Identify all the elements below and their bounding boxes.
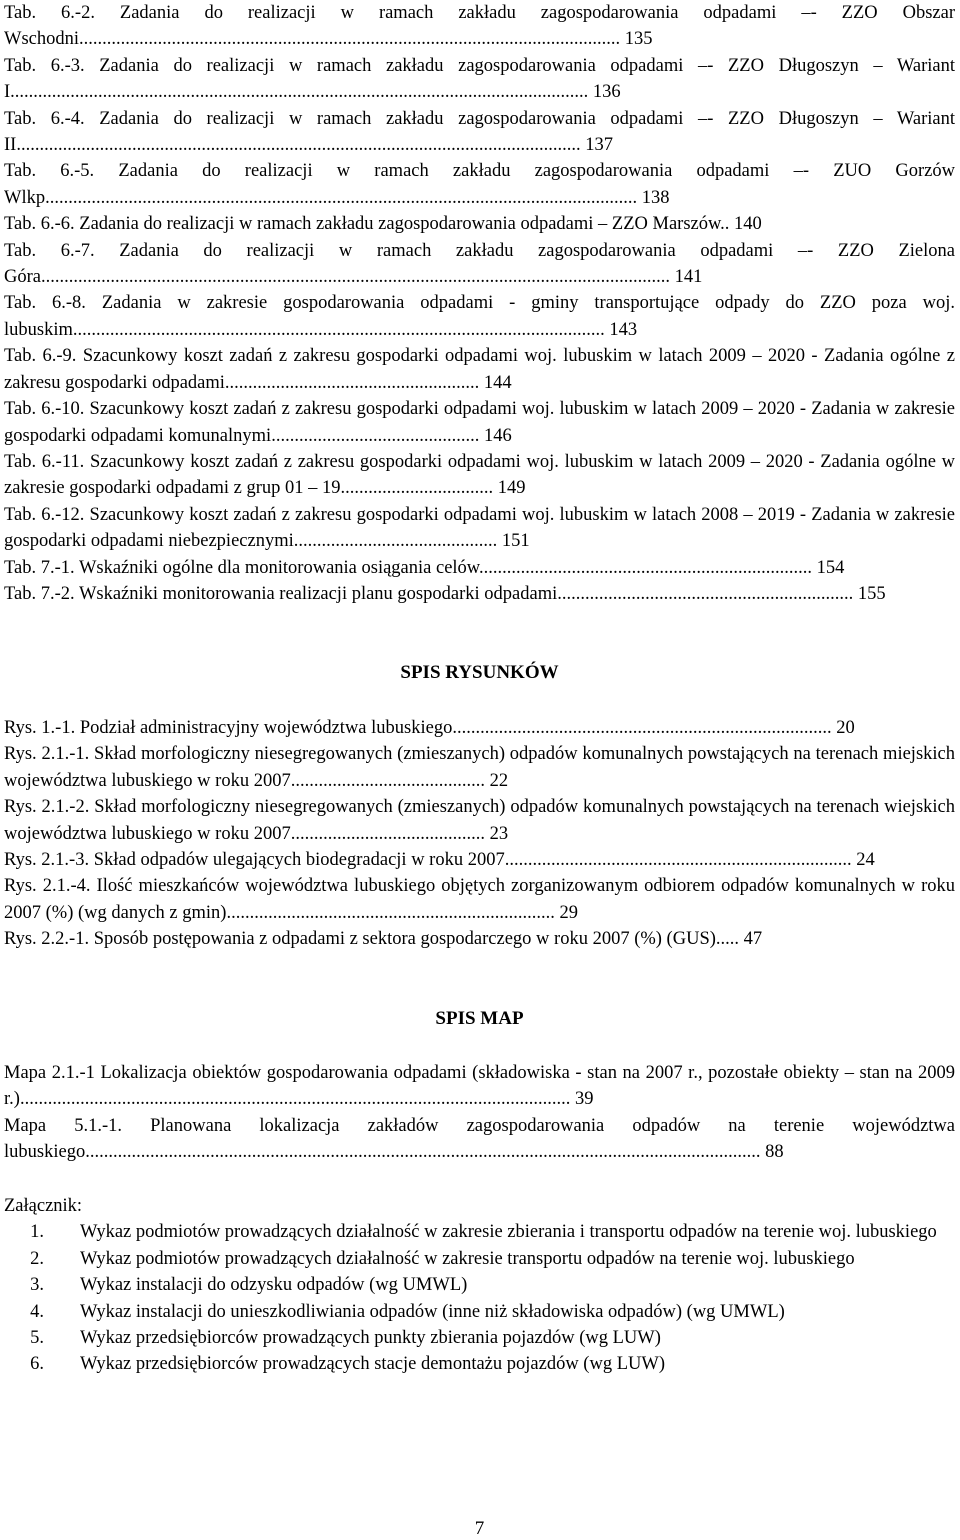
toc-entry-label: Rys. 2.1.-4. [4, 876, 91, 897]
attachment-number: 2. [30, 1248, 44, 1269]
toc-entry[interactable] [4, 581, 955, 607]
attachment-number: 4. [30, 1301, 44, 1322]
attachment-text: Wykaz instalacji do unieszkodliwiania odpadów (inne niż składowiska odpadów) (wg UMWL) [80, 1301, 785, 1322]
attachment-item [4, 1325, 955, 1351]
toc-entry[interactable] [4, 53, 955, 106]
toc-entry-leader: .......................................................................................................................... [16, 135, 581, 156]
toc-entry-label: Tab. 7.-1. [4, 557, 75, 578]
attachment-item [4, 1351, 955, 1377]
toc-entry-page: 143 [609, 319, 638, 340]
toc-entry-page: 22 [489, 770, 509, 791]
toc-entry-page: 138 [641, 187, 670, 208]
toc-entry-title: Zadania do realizacji w ramach zakładu zagospodarowania odpadami –- ZUO Gorzów Wlkp. [4, 161, 955, 208]
page-number: 7 [474, 1518, 485, 1539]
toc-entry[interactable] [4, 396, 955, 449]
toc-entry-label: Tab. 6.-12. [4, 504, 85, 525]
toc-entry-title: Szacunkowy koszt zadań z zakresu gospodarki odpadami woj. lubuskim w latach 2009 – 2020 - Zadania ogólne w zakresie gospodarki odpadami z grup 01 – 19 [4, 451, 955, 499]
toc-entry-leader: ........................................................................................................................................ [40, 267, 670, 288]
toc-entry-leader: ................................................................................................................... [72, 319, 605, 340]
toc-entry-leader: .................................................................................. [452, 718, 832, 738]
toc-entry[interactable] [4, 847, 955, 873]
toc-entry-leader: ............................................ [293, 531, 498, 552]
toc-entry-page: 24 [856, 850, 875, 871]
toc-entry-title: Zadania do realizacji w ramach zakładu zagospodarowania odpadami –- ZZO Zielona Góra [4, 240, 955, 288]
toc-entry-label: Tab. 6.-5. [4, 161, 95, 182]
maps-heading: SPIS MAP [435, 1008, 524, 1029]
attachment-number: 5. [30, 1328, 44, 1349]
toc-entry-leader: ........................................................................... [504, 850, 852, 871]
toc-entry-title: Szacunkowy koszt zadań z zakresu gospodarki odpadami woj. lubuskim w latach 2009 – 2020 - Zadania ogólne z zakresu gospodarki odpadami [4, 346, 956, 393]
toc-entry-page: 29 [559, 902, 578, 923]
toc-entry-title: Szacunkowy koszt zadań z zakresu gospodarki odpadami woj. lubuskim w latach 2008 – 2019 - Zadania w zakresie gospodarki odpadami niebezpiecznymi [4, 504, 956, 552]
toc-entry-title: Szacunkowy koszt zadań z zakresu gospodarki odpadami woj. lubuskim w latach 2009 – 2020 - Zadania w zakresie gospodarki odpadami komunalnymi [4, 399, 956, 446]
toc-entry-title: Ilość mieszkańców województwa lubuskiego objętych zorganizowanym odbiorem odpadów komunalnych w roku 2007 (%) (wg danych z gmin) [4, 876, 955, 923]
figure-list [4, 715, 955, 953]
toc-entry[interactable] [4, 343, 955, 396]
toc-entry[interactable] [4, 238, 955, 291]
toc-entry-label: Tab. 6.-7. [4, 240, 95, 261]
toc-entry-leader: ........................................................................ [478, 557, 812, 578]
toc-entry-title: Zadania do realizacji w ramach zakładu zagospodarowania odpadami –- ZZO Długoszyn – Wariant I. [4, 55, 955, 103]
attachment-number: 3. [30, 1275, 44, 1296]
toc-entry-label: Tab. 6.-8. [4, 293, 86, 314]
toc-entry[interactable] [4, 1060, 955, 1113]
toc-entry-label: Mapa 5.1.-1. [4, 1115, 123, 1136]
toc-entry-leader: ..................................................................................................................... [79, 29, 621, 50]
toc-entry[interactable] [4, 106, 955, 159]
toc-entry-page: 155 [857, 583, 886, 604]
toc-entry-title: Sposób postępowania z odpadami z sektora gospodarczego w roku 2007 (%) (GUS) [93, 929, 716, 950]
toc-entry-leader: .......................................... [290, 823, 485, 844]
toc-entry[interactable] [4, 794, 955, 847]
toc-entry-title: Lokalizacja obiektów gospodarowania odpadami (składowiska - stan na 2007 r., pozostałe obiekty – stan na 2009 r.) [4, 1063, 955, 1110]
toc-entry-page: 140 [734, 214, 762, 235]
toc-entry-label: Rys. 2.1.-1. [4, 744, 90, 765]
toc-entry-label: Tab. 6.-9. [4, 346, 77, 367]
toc-entry-title: Skład morfologiczny niesegregowanych (zmieszanych) odpadów komunalnych powstających na terenach wiejskich województwa lubuskiego w roku 2007 [4, 797, 955, 844]
toc-tables [4, 0, 955, 607]
toc-entry-label: Mapa 2.1.-1 [4, 1063, 95, 1083]
toc-entry-page: 135 [624, 29, 653, 50]
toc-entry-leader: ..... [715, 929, 740, 950]
toc-entry-leader: .................................................................................................................................................. [85, 1142, 761, 1163]
toc-entry-label: Tab. 6.-4. [4, 108, 85, 129]
map-list [4, 1060, 955, 1166]
attachment-text: Wykaz instalacji do odzysku odpadów (wg UMWL) [80, 1275, 468, 1296]
attachment-number: 6. [30, 1354, 44, 1375]
toc-maps [4, 1060, 955, 1166]
toc-entry[interactable] [4, 873, 955, 926]
toc-entry-title: Planowana lokalizacja zakładów zagospodarowania odpadów na terenie województwa lubuskiego [4, 1115, 956, 1163]
toc-entry-title: Zadania do realizacji w ramach zakładu zagospodarowania odpadami –- ZZO Długoszyn – Wariant II [4, 108, 955, 156]
toc-entry-title: Zadania do realizacji w ramach zakładu zagospodarowania odpadami –- ZZO Obszar Wschodni [4, 3, 955, 50]
toc-entry[interactable] [4, 926, 955, 952]
toc-entry-label: Rys. 2.2.-1. [4, 929, 90, 950]
attachment-text: Wykaz podmiotów prowadzących działalność w zakresie zbierania i transportu odpadów na terenie woj. lubuskiego [80, 1222, 937, 1243]
attachment-item [4, 1246, 955, 1272]
toc-entry-label: Tab. 6.-10. [4, 399, 85, 420]
toc-entry-leader: .. [720, 214, 730, 235]
toc-entry[interactable] [4, 0, 955, 53]
toc-entry-page: 146 [483, 425, 512, 446]
toc-entry-title: Podział administracyjny województwa lubuskiego [79, 718, 453, 738]
toc-entry-leader: ............................................................................................................................ [14, 82, 589, 103]
toc-entry-title: Wskaźniki ogólne dla monitorowania osiągania celów [78, 557, 479, 578]
toc-entry[interactable] [4, 555, 955, 581]
toc-entry-leader: ............................................. [271, 425, 480, 446]
toc-entry[interactable] [4, 290, 955, 343]
toc-entry-label: Rys. 2.1.-3. [4, 850, 90, 871]
toc-entry-leader: ................................. [340, 478, 494, 499]
toc-entry-leader: ....................................................................................................................... [19, 1089, 571, 1110]
toc-entry-page: 88 [765, 1142, 784, 1163]
toc-entry-page: 136 [592, 82, 621, 103]
attachments-label: Załącznik: [4, 1196, 83, 1216]
toc-entry-label: Rys. 2.1.-2. [4, 797, 90, 818]
toc-entry-leader: .......................................... [290, 770, 485, 791]
attachment-item [4, 1299, 955, 1325]
toc-entry-title: Wskaźniki monitorowania realizacji planu gospodarki odpadami [78, 583, 558, 604]
toc-entry-page: 47 [743, 929, 763, 950]
toc-entry-label: Tab. 6.-6. [4, 214, 75, 235]
attachment-item [4, 1272, 955, 1298]
attachment-text: Wykaz podmiotów prowadzących działalność w zakresie transportu odpadów na terenie woj. lubuskiego [80, 1248, 855, 1269]
attachment-text: Wykaz przedsiębiorców prowadzących punkty zbierania pojazdów (wg LUW) [80, 1328, 661, 1349]
toc-entry-title: Zadania w zakresie gospodarowania odpadami - gminy transportujące odpady do ZZO poza woj. lubuskim [4, 293, 955, 340]
toc-entry-label: Tab. 6.-3. [4, 55, 85, 76]
toc-entry-page: 39 [574, 1089, 594, 1110]
attachments-list [4, 1219, 955, 1377]
toc-entry-leader: ............................................................................................................................... [49, 187, 638, 208]
toc-entry-page: 20 [836, 718, 855, 738]
toc-entry-page: 137 [585, 135, 613, 156]
attachment-item [4, 1219, 955, 1245]
table-list [4, 0, 955, 607]
toc-entry-title: Zadania do realizacji w ramach zakładu zagospodarowania odpadami – ZZO Marszów [79, 214, 721, 235]
attachment-text: Wykaz przedsiębiorców prowadzących stacje demontażu pojazdów (wg LUW) [80, 1354, 665, 1375]
attachment-number: 1. [30, 1222, 44, 1243]
toc-entry[interactable] [4, 211, 955, 237]
toc-entry[interactable] [4, 502, 955, 555]
toc-entry-page: 154 [816, 557, 845, 578]
toc-entry-title: Skład morfologiczny niesegregowanych (zmieszanych) odpadów komunalnych powstających na terenach miejskich województwa lubuskiego w roku 2007 [4, 744, 955, 791]
toc-entry-page: 151 [501, 531, 530, 552]
toc-figures [4, 715, 955, 953]
toc-entry[interactable] [4, 158, 955, 211]
toc-entry[interactable] [4, 1113, 955, 1166]
figures-heading: SPIS RYSUNKÓW [400, 662, 559, 683]
attachments-section [4, 1193, 955, 1378]
toc-entry-leader: ....................................................... [224, 372, 480, 393]
toc-entry[interactable] [4, 449, 955, 502]
toc-entry-label: Tab. 6.-11. [4, 451, 85, 472]
toc-entry-title: Skład odpadów ulegających biodegradacji w roku 2007 [93, 850, 505, 871]
toc-entry[interactable] [4, 715, 955, 741]
toc-entry-page: 149 [497, 478, 526, 499]
toc-entry-label: Rys. 1.-1. [4, 718, 76, 738]
toc-entry-page: 23 [489, 823, 509, 844]
toc-entry-page: 141 [674, 267, 703, 288]
toc-entry-label: Tab. 6.-2. [4, 3, 95, 23]
toc-entry-leader: ................................................................ [557, 583, 854, 604]
toc-entry-label: Tab. 7.-2. [4, 583, 75, 604]
toc-entry[interactable] [4, 741, 955, 794]
toc-entry-page: 144 [483, 372, 512, 393]
toc-entry-leader: ....................................................................... [226, 902, 555, 923]
